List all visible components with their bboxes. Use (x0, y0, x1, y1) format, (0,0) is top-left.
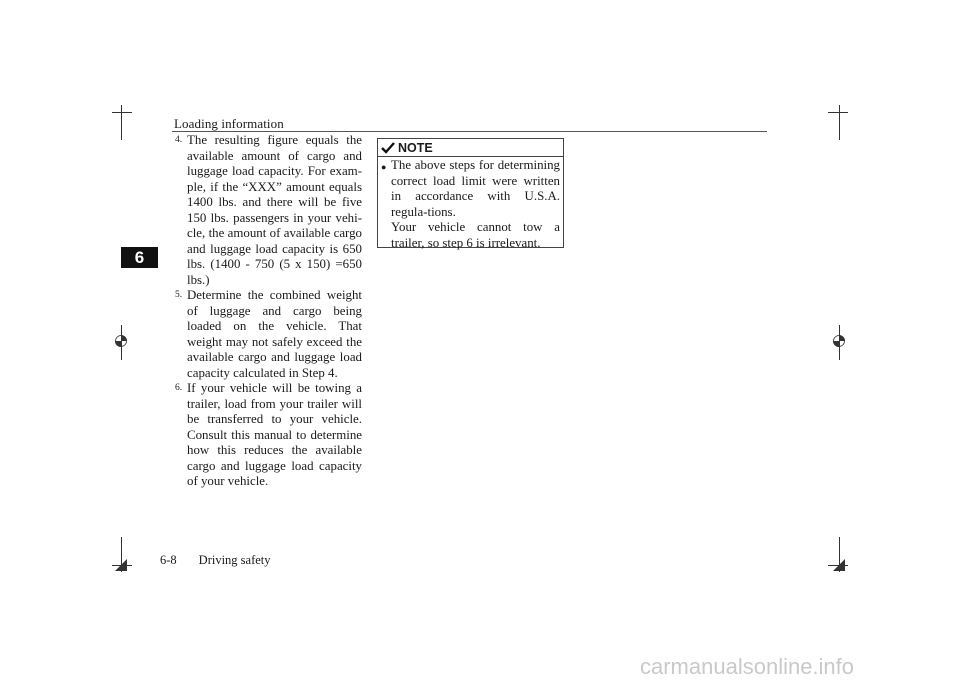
steps-column (175, 133, 362, 490)
registration-mark-bottom-right-icon (833, 559, 845, 571)
chapter-tab: 6 (121, 247, 158, 268)
check-icon (381, 142, 395, 154)
step-text: Determine the combined weight of luggage and cargo being loaded on the vehicle. That weight may not safely exceed the available cargo and luggage load capacity calculated in Step 4. (187, 288, 362, 380)
step-item (175, 381, 362, 490)
step-number: 4. (175, 135, 183, 145)
note-header (378, 139, 563, 157)
crop-mark-top-left-h (112, 112, 132, 113)
registration-mark-bottom-left-icon (115, 559, 127, 571)
crop-mark-top-right-h (828, 112, 848, 113)
footer-chapter-name: Driving safety (198, 553, 271, 567)
note-box (377, 138, 564, 248)
watermark: carmanualsonline.info (640, 654, 855, 679)
crop-mark-top-right-v (839, 105, 840, 140)
header-rule (172, 131, 767, 132)
registration-mark-left-icon (115, 335, 127, 347)
step-number: 5. (175, 290, 183, 300)
note-paragraph: The above steps for determining correct load limit were written in accordance with U.S.A. regula-tions. (391, 158, 560, 219)
step-item (175, 133, 362, 288)
step-text: The resulting figure equals the available amount of cargo and luggage load capacity. For exam-ple, if the “XXX” amount equals 1400 lbs. and there will be five 150 lbs. passengers in your vehi-cle, the amount of available cargo and luggage load capacity is 650 lbs. (1400 - 750 (5 x 150) =650 lbs.) (187, 133, 362, 287)
note-text (391, 158, 560, 251)
page-footer (160, 553, 271, 568)
note-paragraph: Your vehicle cannot tow a trailer, so step 6 is irrelevant. (391, 220, 560, 250)
note-body (378, 157, 563, 251)
section-title: Loading information (174, 116, 284, 131)
bullet-icon: ● (381, 162, 387, 172)
step-text: If your vehicle will be towing a trailer, load from your trailer will be transferred to your vehicle. Consult this manual to determine how this reduces the available cargo and luggage load capacity of your vehicle. (187, 381, 362, 488)
step-number: 6. (175, 383, 183, 393)
note-heading: NOTE (398, 140, 433, 155)
registration-mark-right-icon (833, 335, 845, 347)
page-number: 6-8 (160, 553, 177, 567)
step-item (175, 288, 362, 381)
crop-mark-top-left-v (121, 105, 122, 140)
